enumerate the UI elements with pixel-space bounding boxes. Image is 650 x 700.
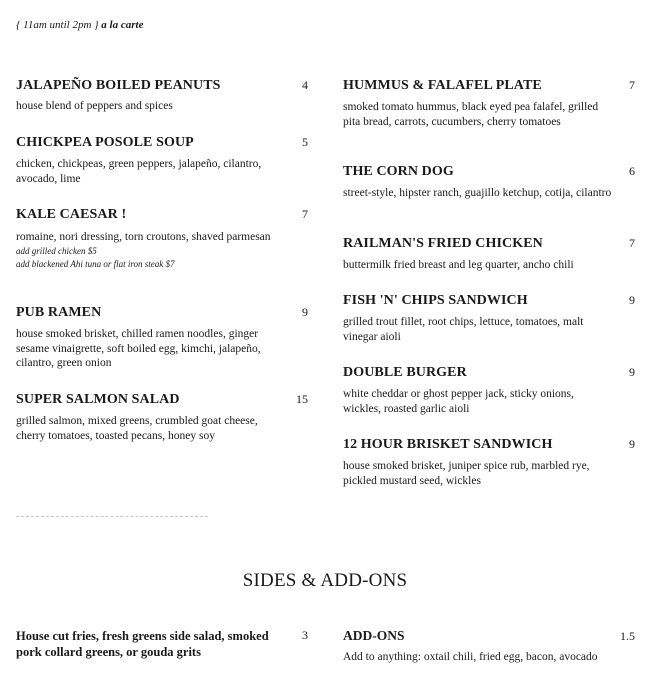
item-price: 15 [296, 392, 308, 406]
item-description: romaine, nori dressing, torn croutons, shaved parmesan [16, 231, 271, 243]
menu-item [16, 207, 308, 271]
item-description: street-style, hipster ranch, guajillo ketchup, cotija, cilantro [343, 187, 612, 199]
item-description: house smoked brisket, juniper spice rub, marbled rye, pickled mustard seed, wickles [343, 460, 590, 487]
item-name: THE CORN DOG [343, 164, 454, 179]
menu-item [343, 365, 635, 416]
addons-price: 1.5 [620, 629, 635, 643]
faded-divider [16, 516, 208, 517]
sides-price: 3 [302, 628, 308, 642]
sides-text: House cut fries, fresh greens side salad, smoked pork collard greens, or gouda grits [16, 629, 269, 659]
item-name: RAILMAN'S FRIED CHICKEN [343, 236, 543, 251]
sides-item [16, 628, 308, 660]
item-description: smoked tomato hummus, black eyed pea falafel, grilled pita bread, carrots, cucumbers, cherry tomatoes [343, 101, 599, 128]
item-price: 7 [302, 207, 308, 221]
service-style: a la carte [101, 19, 144, 31]
item-name: PUB RAMEN [16, 305, 102, 320]
item-name: JALAPEÑO BOILED PEANUTS [16, 78, 221, 93]
menu-item [343, 293, 635, 344]
item-description: buttermilk fried breast and leg quarter, ancho chili [343, 259, 574, 271]
item-description: white cheddar or ghost pepper jack, sticky onions, wickles, roasted garlic aioli [343, 388, 574, 415]
item-name: SUPER SALMON SALAD [16, 392, 180, 407]
item-price: 9 [302, 305, 308, 319]
item-description: house blend of peppers and spices [16, 100, 173, 112]
item-name: HUMMUS & FALAFEL PLATE [343, 78, 542, 93]
menu-item [16, 135, 308, 186]
addons-description: Add to anything: oxtail chili, fried egg, bacon, avocado [343, 651, 598, 663]
menu-item [343, 164, 635, 201]
item-price: 9 [629, 365, 635, 379]
item-price: 5 [302, 135, 308, 149]
item-description: house smoked brisket, chilled ramen noodles, ginger sesame vinaigrette, soft boiled egg, kimchi, jalapeño, cilantro, green onion [16, 328, 261, 369]
item-description: chicken, chickpeas, green peppers, jalapeño, cilantro, avocado, lime [16, 158, 262, 185]
item-description: grilled salmon, mixed greens, crumbled goat cheese, cherry tomatoes, toasted pecans, honey soy [16, 415, 258, 442]
item-price: 9 [629, 437, 635, 451]
item-name: CHICKPEA POSOLE SOUP [16, 135, 194, 150]
item-name: FISH 'N' CHIPS SANDWICH [343, 293, 528, 308]
item-name: DOUBLE BURGER [343, 365, 467, 380]
hours-text: { 11am until 2pm } [16, 19, 99, 31]
menu-item [343, 437, 635, 488]
menu-item [343, 236, 635, 273]
item-price: 6 [629, 164, 635, 178]
item-price: 9 [629, 293, 635, 307]
item-name: KALE CAESAR ! [16, 207, 127, 222]
menu-item [16, 305, 308, 371]
addons-item [343, 628, 635, 665]
item-name: 12 HOUR BRISKET SANDWICH [343, 437, 553, 452]
item-price: 7 [629, 236, 635, 250]
item-addon-note: add blackened Ahi tuna or flat iron steak $7 [16, 258, 175, 269]
section-title: SIDES & ADD-ONS [242, 570, 408, 591]
menu-item [16, 78, 308, 114]
addons-name: ADD-ONS [343, 628, 405, 643]
menu-hours-header [16, 19, 143, 31]
item-addon-note: add grilled chicken $5 [16, 245, 97, 256]
item-description: grilled trout fillet, root chips, lettuce, tomatoes, malt vinegar aioli [343, 316, 584, 343]
item-price: 4 [302, 78, 308, 92]
menu-item [343, 78, 635, 129]
item-price: 7 [629, 78, 635, 92]
menu-item [16, 392, 308, 443]
